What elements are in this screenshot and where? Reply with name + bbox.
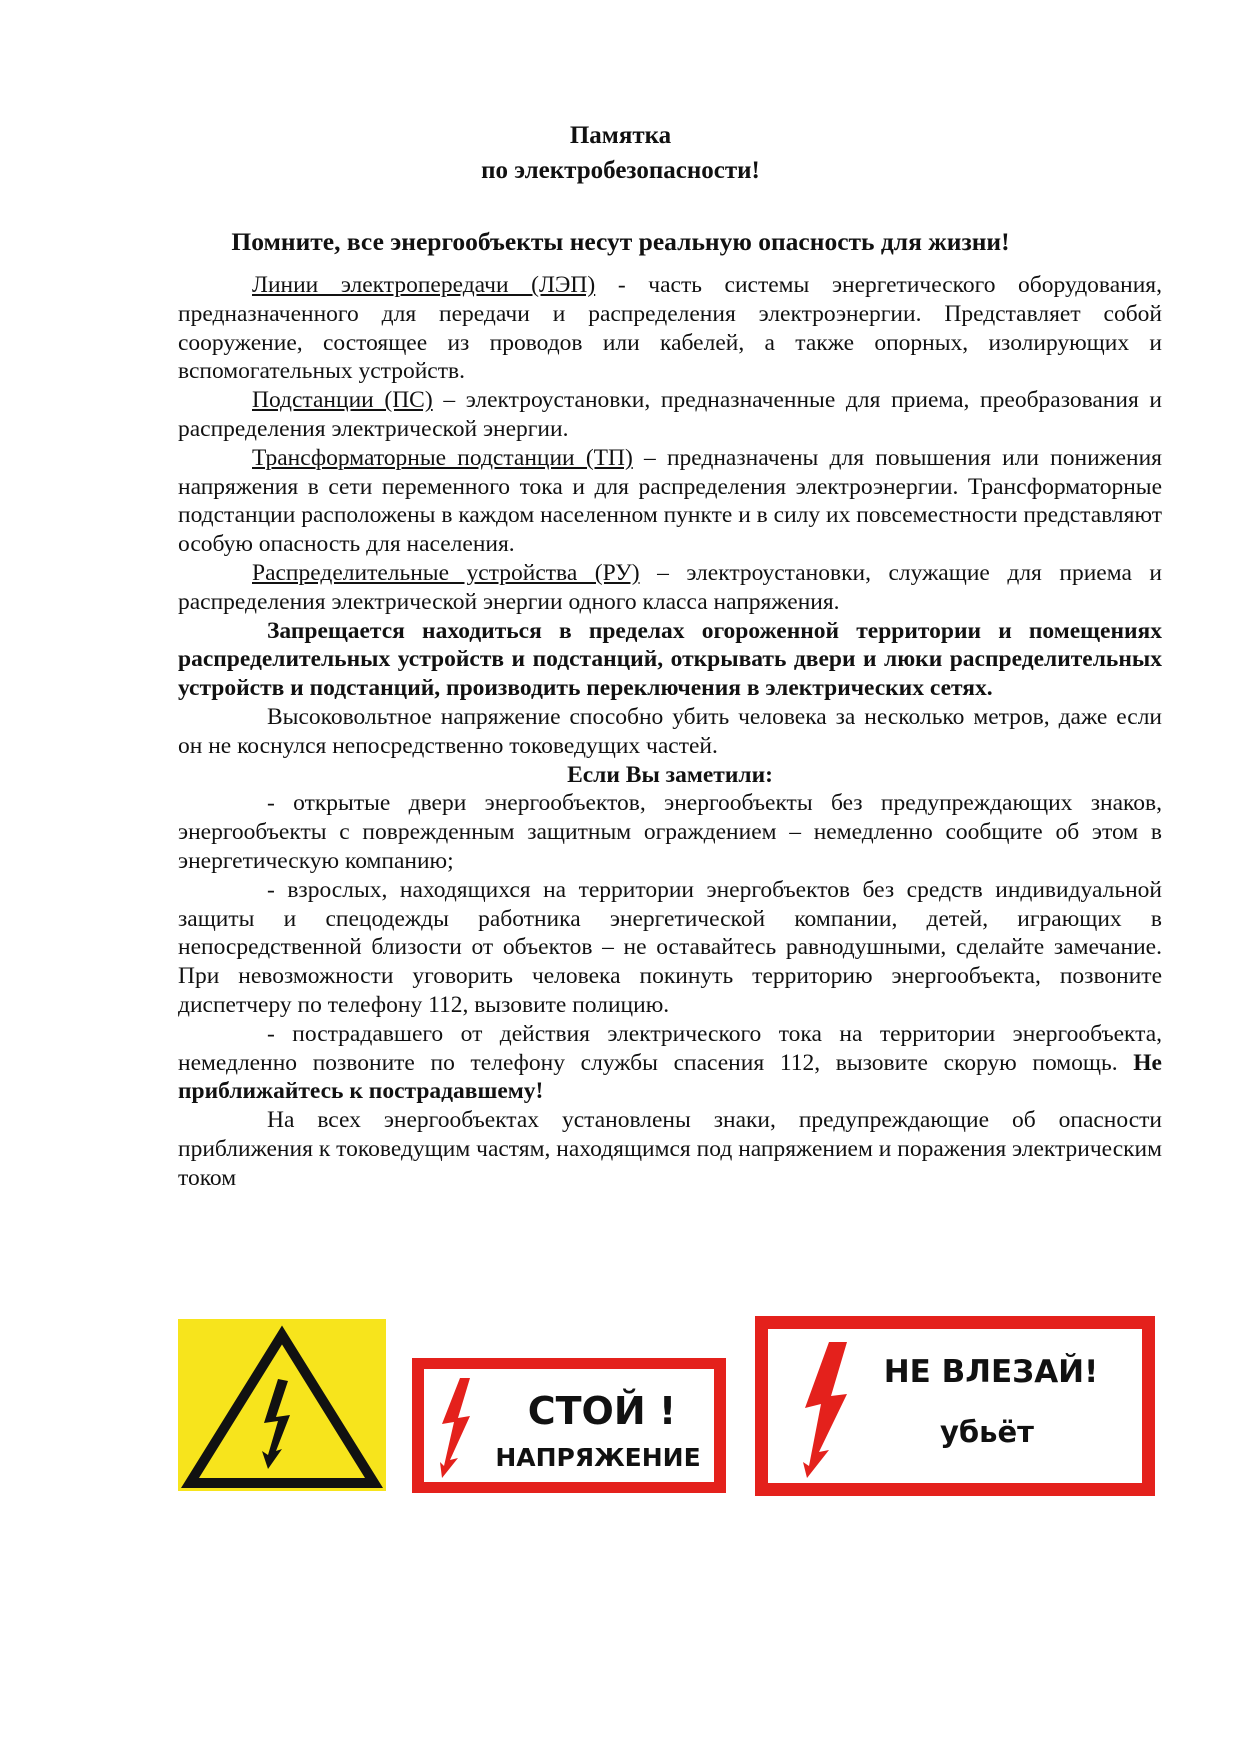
do-not-climb-line1: НЕ ВЛЕЗАЙ!	[883, 1354, 1099, 1390]
paragraph-lep-text: - часть системы энергетического оборудования, предназначенного для передачи и распределения электроэнергии. Представляет собой сооружение, состоящее из проводов или кабелей, а также опорных, изолирующих и вспомогательных устройств.	[178, 272, 1162, 385]
closing-paragraph: На всех энергообъектах установлены знаки, предупреждающие об опасности приближения к токоведущим частям, находящимся под напряжением и поражения электрическим током	[178, 1107, 1162, 1191]
term-lep: Линии электропередачи (ЛЭП)	[252, 272, 596, 298]
stop-voltage-line1: СТОЙ !	[527, 1389, 677, 1433]
list-item-open-doors: - открытые двери энергообъектов, энергообъекты без предупреждающих знаков, энергообъекты с поврежденным защитным ограждением – немедленно сообщите об этом в энергетическую компанию;	[178, 790, 1162, 874]
do-not-climb-line2: убьёт	[940, 1415, 1034, 1449]
subheading-if-noticed: Если Вы заметили:	[567, 761, 773, 788]
paragraph-ps	[178, 386, 1162, 444]
paragraph-tp-text: – предназначены для повышения или понижения напряжения в сети переменного тока и для распределения электроэнергии. Трансформаторные подстанции расположены в каждом населенном пункте и в силу их повсеместности представляют особую опасность для населения.	[178, 444, 1162, 558]
warning-heading: Помните, все энергообъекты несут реальную опасность для жизни!	[231, 227, 1010, 256]
list-item-victim-text: - пострадавшего от действия электрического тока на территории энергообъекта, немедленно позвоните по телефону службы спасения 112, вызовите скорую помощь.	[178, 1020, 1162, 1076]
list-item-victim	[178, 1020, 1162, 1106]
paragraph-ru-text: – электроустановки, служащие для приема и распределения электрической энергии одного класса напряжения.	[178, 559, 1162, 615]
list-item-adults-children: - взрослых, находящихся на территории энергобъектов без средств индивидуальной защиты и спецодежды работника энергетической компании, детей, играющих в непосредственной близости от объектов – не оставайтесь равнодушными, сделайте замечание. При невозможности уговорить человека покинуть территорию энергообъекта, позвоните диспетчеру по телефону 112, вызовите полицию.	[178, 876, 1162, 1018]
body-text	[178, 271, 1162, 1193]
stop-voltage-sign-graphic	[412, 1358, 726, 1493]
do-not-climb-sign-graphic	[755, 1316, 1155, 1496]
stop-voltage-line2: НАПРЯЖЕНИЕ	[495, 1443, 701, 1472]
term-tp: Трансформаторные подстанции (ТП)	[252, 444, 633, 471]
do-not-climb-sign	[755, 1316, 1155, 1496]
paragraph-tp	[178, 444, 1162, 559]
prohibition-paragraph: Запрещается находиться в пределах огороженной территории и помещениях распределительных устройств и подстанций, открывать двери и люки распределительных устройств и подстанций, производить переключения в электрических сетях.	[178, 617, 1162, 702]
paragraph-ru	[178, 559, 1162, 617]
title-line-1: Памятка	[569, 122, 672, 149]
paragraph-ps-text: – электроустановки, предназначенные для приема, преобразования и распределения электрической энергии.	[178, 387, 1162, 442]
title-line-2: по электробезопасности!	[481, 157, 760, 184]
stop-voltage-sign	[412, 1358, 726, 1493]
high-voltage-paragraph: Высоковольтное напряжение способно убить человека за несколько метров, даже если он не коснулся непосредственно токоведущих частей.	[178, 703, 1162, 759]
high-voltage-triangle-sign	[178, 1319, 386, 1491]
term-ps: Подстанции (ПС)	[252, 387, 433, 414]
high-voltage-triangle-icon	[178, 1319, 386, 1491]
paragraph-lep	[178, 271, 1162, 386]
term-ru: Распределительные устройства (РУ)	[252, 559, 640, 586]
list-item-victim-warning: Не приближайтесь к пострадавшему!	[178, 1049, 1162, 1105]
